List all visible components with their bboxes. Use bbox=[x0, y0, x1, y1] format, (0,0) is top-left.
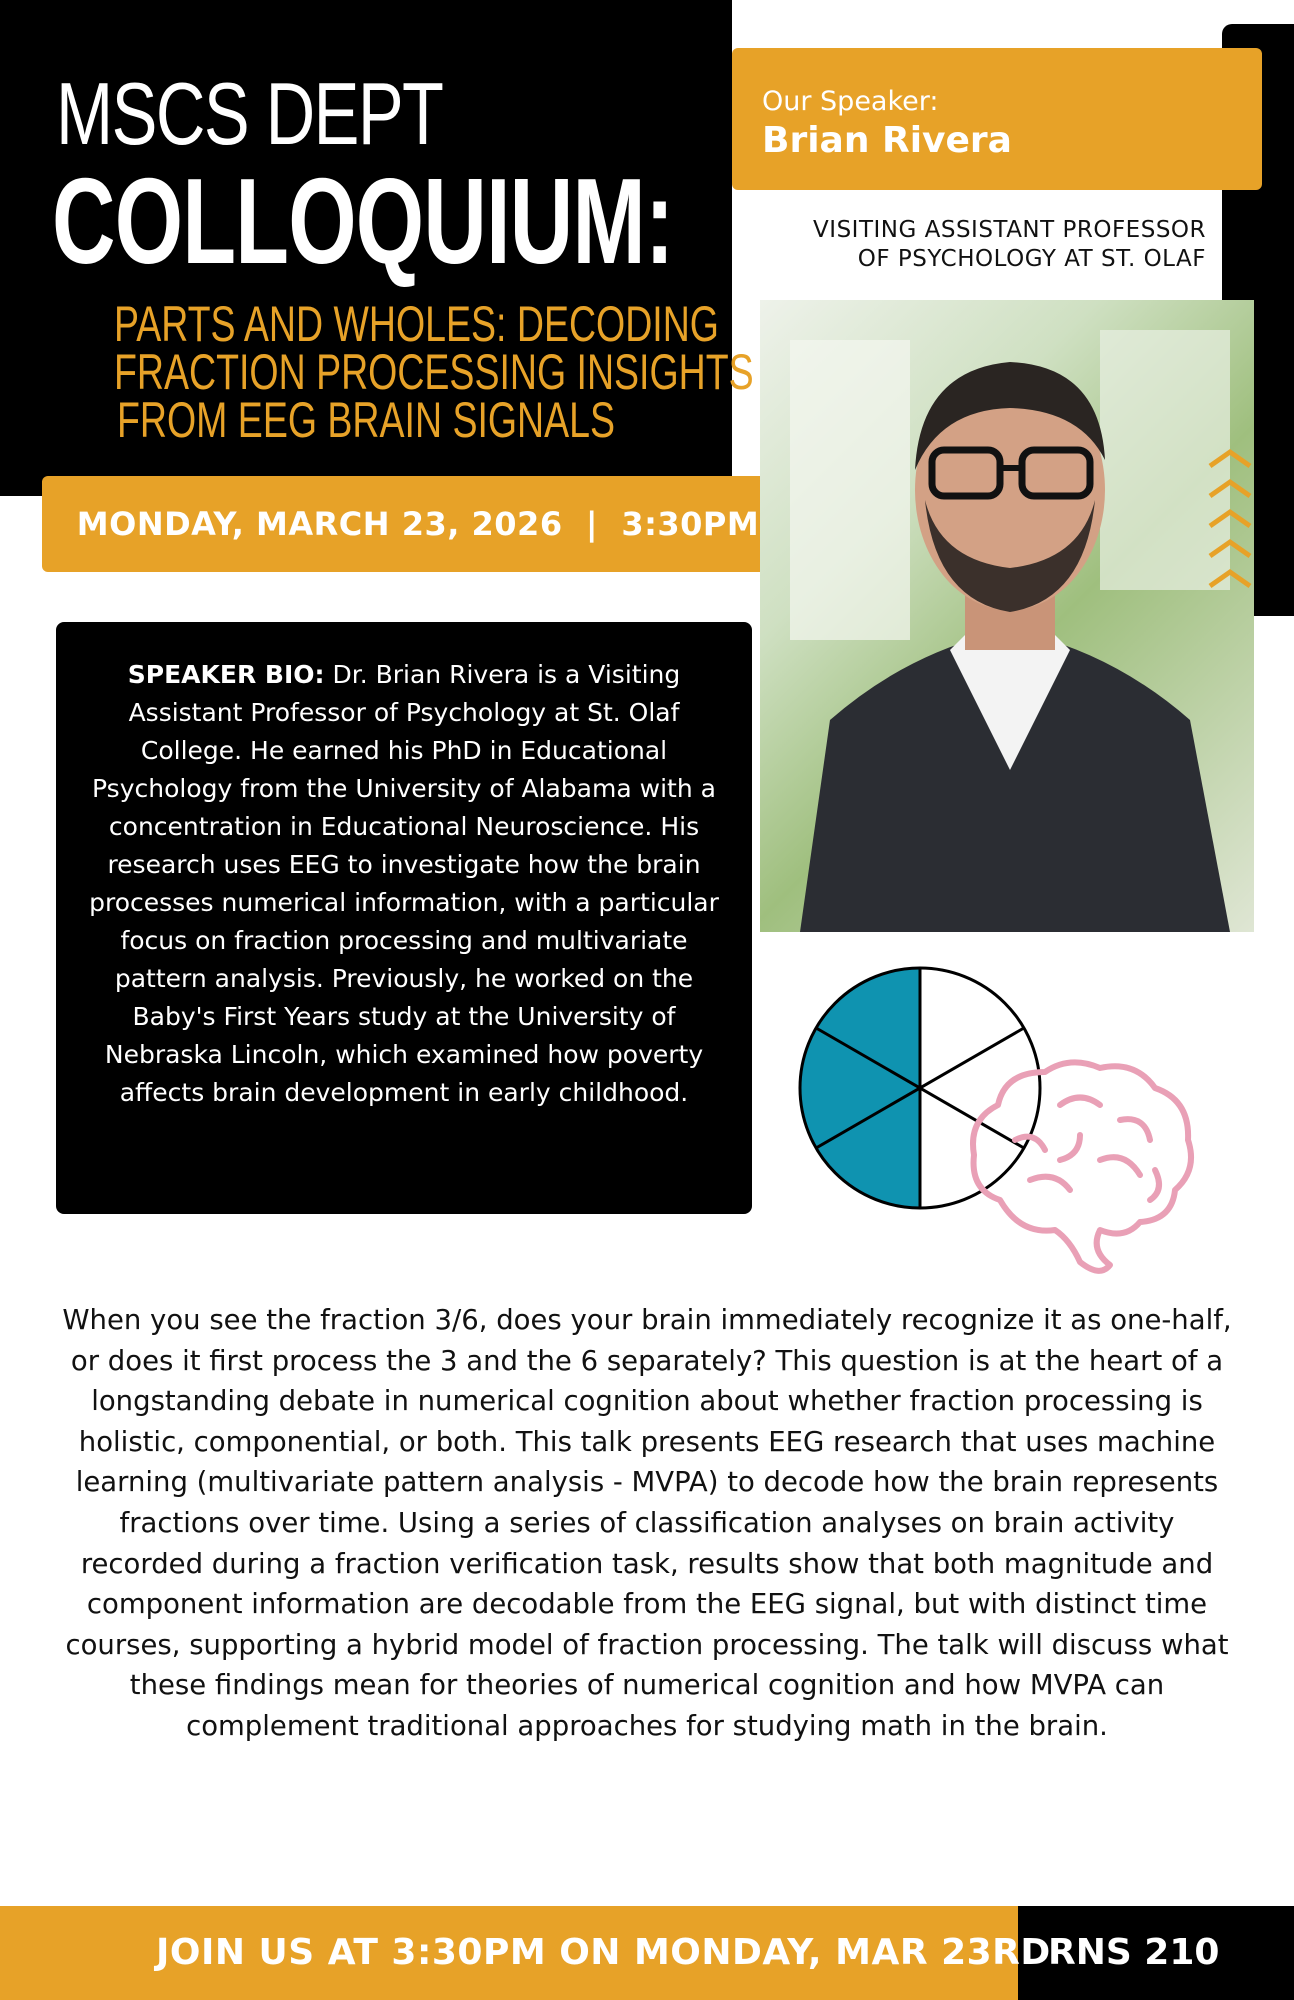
speaker-bio bbox=[56, 622, 752, 1214]
bio-text: Dr. Brian Rivera is a Visiting Assistant Professor of Psychology at St. Olaf College. He earned his PhD in Educational Psychology from the University of Alabama with a concentration in Educational Neuroscience. His research uses EEG to investigate how the brain processes numerical information, with a particular focus on fraction processing and multivariate pattern analysis. Previously, he worked on the Baby's First Years study at the University of Nebraska Lincoln, which examined how poverty affects brain development in early childhood. bbox=[89, 660, 719, 1107]
speaker-label: Our Speaker: bbox=[762, 86, 939, 117]
speaker-title-line-1: VISITING ASSISTANT PROFESSOR bbox=[813, 217, 1206, 243]
talk-title-line-2: FRACTION PROCESSING INSIGHTS bbox=[114, 344, 754, 400]
talk-title bbox=[30, 296, 754, 448]
chevron-up-icon bbox=[1206, 506, 1254, 530]
speaker-badge bbox=[732, 48, 1262, 190]
chevron-up-icon bbox=[1206, 446, 1254, 470]
speaker-name: Brian Rivera bbox=[762, 120, 1012, 161]
speaker-portrait-illustration bbox=[760, 300, 1254, 932]
chevron-up-icon bbox=[1206, 536, 1254, 560]
date-time: MONDAY, MARCH 23, 2026 | 3:30PM bbox=[76, 505, 760, 543]
speaker-photo bbox=[760, 300, 1254, 932]
footer-join-text: JOIN US AT 3:30PM ON MONDAY, MAR 23RD bbox=[156, 1932, 1051, 1973]
bio-label: SPEAKER BIO: bbox=[127, 660, 325, 689]
colloquium-heading: COLLOQUIUM: bbox=[52, 153, 674, 289]
brain-icon bbox=[960, 1050, 1200, 1280]
chevron-up-icon bbox=[1206, 566, 1254, 590]
speaker-title-line-2: OF PSYCHOLOGY AT ST. OLAF bbox=[857, 246, 1206, 272]
footer-room: RNS 210 bbox=[1048, 1932, 1220, 1973]
date-bar bbox=[42, 476, 794, 572]
talk-abstract: When you see the fraction 3/6, does your brain immediately recognize it as one-half, or does it first process the 3 and the 6 separately? This question is at the heart of a longstanding debate in numerical cognition about whether fraction processing is holistic, componential, or both. This talk presents EEG research that uses machine learning (multivariate pattern analysis - MVPA) to decode how the brain represents fractions over time. Using a series of classification analyses on brain activity recorded during a fraction verification task, results show that both magnitude and component information are decodable from the EEG signal, but with distinct time courses, supporting a hybrid model of fraction processing. The talk will discuss what these findings mean for theories of numerical cognition and how MVPA can complement traditional approaches for studying math in the brain. bbox=[62, 1304, 1232, 1742]
dept-heading: MSCS DEPT bbox=[56, 64, 443, 163]
speaker-title bbox=[740, 216, 1206, 274]
talk-title-line-1: PARTS AND WHOLES: DECODING bbox=[114, 296, 719, 352]
chevron-up-icon bbox=[1206, 476, 1254, 500]
talk-title-line-3: FROM EEG BRAIN SIGNALS bbox=[116, 392, 615, 448]
